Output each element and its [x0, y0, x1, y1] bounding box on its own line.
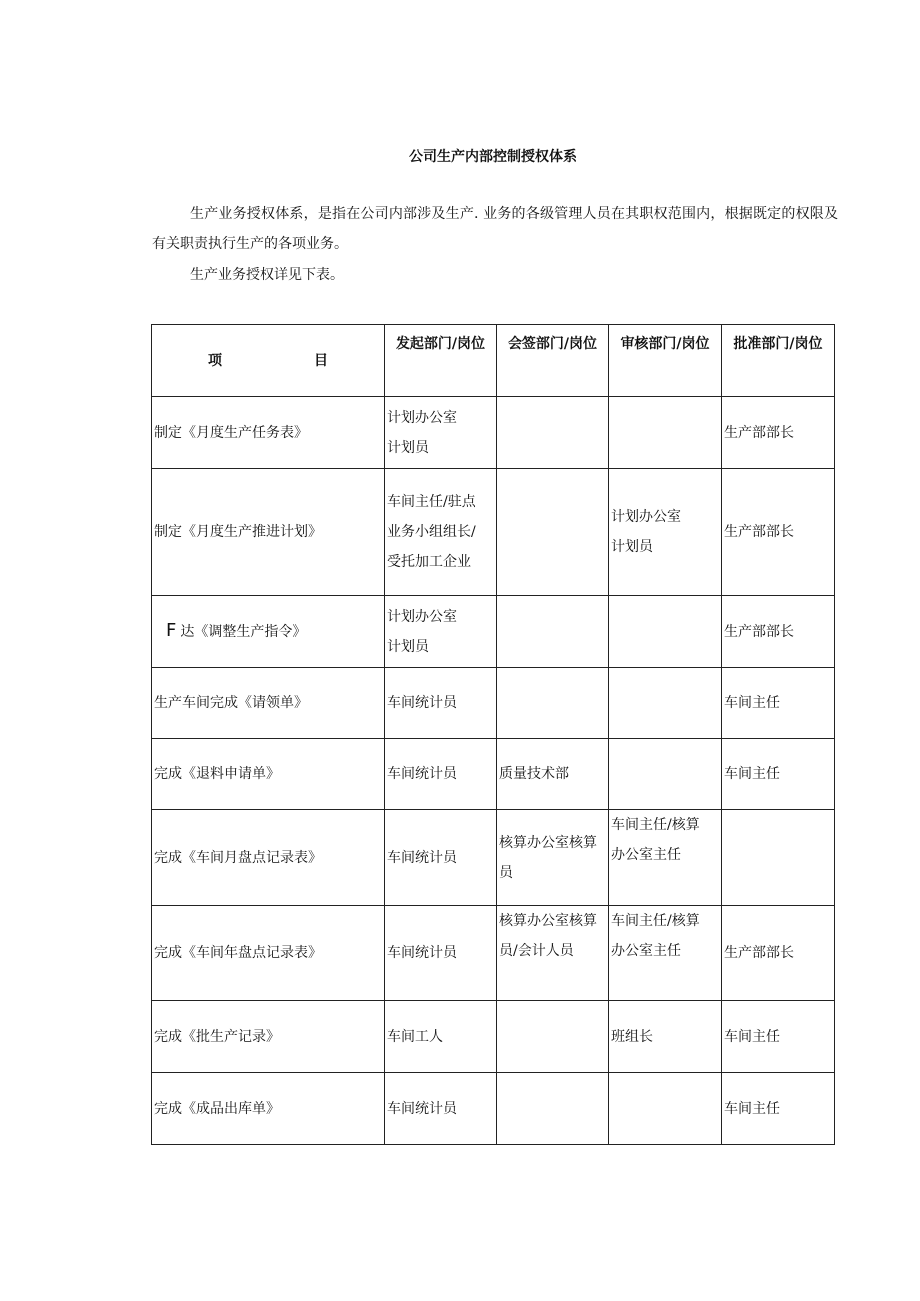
cell-approve [722, 397, 835, 469]
cell-line: 员 [499, 864, 513, 881]
cell-line: 车间统计员 [387, 945, 457, 961]
cell-line: 计划办公室 [387, 608, 457, 625]
table-note: 生产业务授权详见下表。 [190, 267, 344, 283]
cell-line: 车间统计员 [387, 766, 457, 782]
cell-item: 完成《成品出库单》 [152, 1073, 385, 1145]
cell-countersign [497, 469, 609, 596]
intro-paragraph: 生产业务授权体系，是指在公司内部涉及生产. 业务的各级管理人员在其职权范围内，根据既定的权限及有关职责执行生产的各项业务。 [152, 206, 838, 252]
cell-line: 车间主任 [724, 1100, 780, 1117]
cell-countersign [497, 1001, 609, 1073]
document-title: 公司生产内部控制授权体系 [409, 149, 577, 165]
cell-line: 车间统计员 [387, 695, 457, 711]
cell-line: 车间统计员 [387, 849, 457, 866]
header-countersign: 会签部门/岗位 [497, 325, 609, 397]
cell-initiator [385, 668, 497, 739]
cell-item: 完成《车间月盘点记录表》 [152, 810, 385, 906]
cell-line: 生产部部长 [724, 623, 794, 640]
cell-line: 车间主任/核算 [611, 817, 700, 833]
cell-line: 班组长 [611, 1028, 653, 1045]
table-row [152, 906, 835, 1001]
cell-item: 完成《退料申请单》 [152, 739, 385, 810]
table-header-row [152, 325, 835, 397]
cell-line: 车间主任/驻点 [387, 494, 476, 510]
cell-line: 计划员 [387, 638, 429, 655]
table-row [152, 1073, 835, 1145]
cell-review [609, 469, 722, 596]
cell-initiator [385, 906, 497, 1001]
cell-approve [722, 739, 835, 810]
cell-initiator [385, 810, 497, 906]
cell-approve [722, 1001, 835, 1073]
cell-line: 车间主任 [724, 1028, 780, 1045]
cell-countersign [497, 739, 609, 810]
header-item: 项 目 [152, 325, 385, 397]
cell-countersign [497, 668, 609, 739]
cell-approve [722, 668, 835, 739]
cell-line: 核算办公室核算 [499, 834, 597, 851]
cell-review [609, 668, 722, 739]
cell-line: 生产部部长 [724, 524, 794, 540]
cell-item: 制定《月度生产任务表》 [152, 397, 385, 469]
cell-initiator [385, 596, 497, 668]
cell-approve [722, 1073, 835, 1145]
cell-initiator [385, 469, 497, 596]
cell-countersign [497, 810, 609, 906]
cell-item [152, 596, 385, 668]
cell-initiator [385, 1073, 497, 1145]
header-review: 审核部门/岗位 [609, 325, 722, 397]
cell-review [609, 1073, 722, 1145]
cell-line: 核算办公室核算 [499, 913, 597, 929]
authorization-table [151, 324, 835, 1145]
table-row [152, 469, 835, 596]
cell-approve [722, 906, 835, 1001]
table-row [152, 596, 835, 668]
cell-approve [722, 596, 835, 668]
table-row [152, 397, 835, 469]
cell-line: 车间主任 [724, 766, 780, 782]
cell-countersign [497, 596, 609, 668]
cell-line: 办公室主任 [611, 943, 681, 959]
cell-initiator [385, 397, 497, 469]
cell-line: 计划员 [611, 539, 653, 555]
cell-line: 车间主任/核算 [611, 913, 700, 929]
cell-review [609, 906, 722, 1001]
cell-line: 车间工人 [387, 1028, 443, 1045]
cell-review [609, 397, 722, 469]
cell-line: 计划员 [387, 439, 429, 456]
cell-line: 计划办公室 [611, 509, 681, 525]
table-row [152, 1001, 835, 1073]
cell-line: 生产部部长 [724, 945, 794, 961]
cell-line: 员/会计人员 [499, 943, 574, 959]
cell-line: 生产部部长 [724, 424, 794, 441]
cell-approve [722, 469, 835, 596]
cell-initiator [385, 739, 497, 810]
cell-line: 计划办公室 [387, 409, 457, 426]
cell-item: 完成《批生产记录》 [152, 1001, 385, 1073]
cell-review [609, 810, 722, 906]
header-approve: 批准部门/岗位 [722, 325, 835, 397]
cell-line: 办公室主任 [611, 847, 681, 863]
cell-line: 业务小组组长/ [387, 524, 476, 540]
header-initiator: 发起部门/岗位 [385, 325, 497, 397]
cell-countersign [497, 906, 609, 1001]
cell-item-text: 达《调整生产指令》 [180, 624, 307, 640]
cell-review [609, 596, 722, 668]
cell-initiator [385, 1001, 497, 1073]
cell-review [609, 1001, 722, 1073]
table-row [152, 810, 835, 906]
cell-line: 车间统计员 [387, 1100, 457, 1117]
cell-line: 车间主任 [724, 695, 780, 711]
cell-approve [722, 810, 835, 906]
item-prefix-mark: F [166, 620, 177, 641]
cell-item: 制定《月度生产推进计划》 [152, 469, 385, 596]
cell-line: 质量技术部 [499, 766, 569, 782]
cell-countersign [497, 397, 609, 469]
table-row [152, 739, 835, 810]
cell-line: 受托加工企业 [387, 554, 471, 570]
cell-item: 完成《车间年盘点记录表》 [152, 906, 385, 1001]
cell-item: 生产车间完成《请领单》 [152, 668, 385, 739]
cell-countersign [497, 1073, 609, 1145]
cell-review [609, 739, 722, 810]
table-row [152, 668, 835, 739]
